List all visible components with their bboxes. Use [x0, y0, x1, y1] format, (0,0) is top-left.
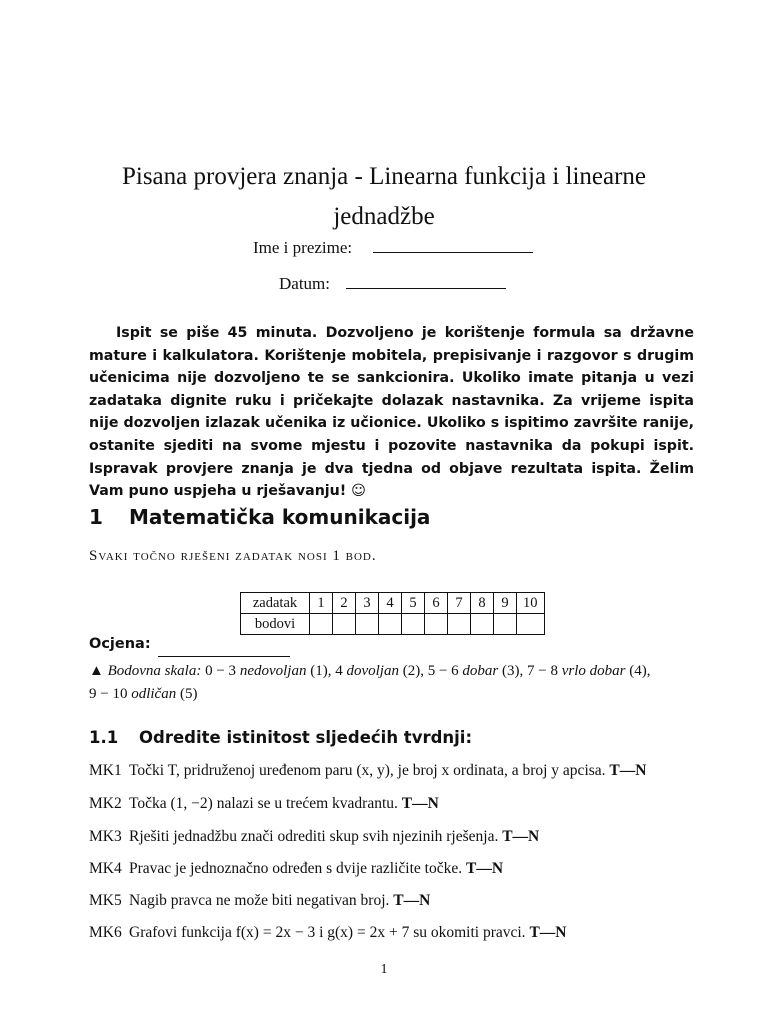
statement-item: MK3 Rješiti jednadžbu znači odrediti skup svih njezinih rješenja. T—N	[89, 828, 540, 845]
points-row-label: bodovi	[241, 614, 310, 635]
page-number: 1	[380, 962, 388, 977]
scale-label: Bodovna skala:	[107, 663, 202, 679]
true-false-mark[interactable]: T—N	[401, 795, 439, 812]
name-label: Ime i prezime:	[253, 238, 353, 257]
points-row	[241, 614, 545, 635]
section-1-title: Matematička komunikacija	[129, 505, 431, 529]
task-number-cell: 2	[333, 593, 356, 614]
section-1-heading	[89, 505, 430, 529]
section-1-1-title: Odredite istinitost sljedećih tvrdnji:	[139, 728, 473, 747]
name-field[interactable]	[253, 238, 352, 258]
task-number-cell: 3	[356, 593, 379, 614]
statement-item: MK4 Pravac je jednoznačno određen s dvije različite točke. T—N	[89, 860, 504, 877]
statement-item: MK1 Točki T, pridruženoj uređenom paru (x, y), je broj x ordinata, a broj y apcisa. T—N	[89, 762, 647, 779]
task-row-label: zadatak	[241, 593, 310, 614]
task-number-cell: 7	[448, 593, 471, 614]
statement-text: Rješiti jednadžbu znači odrediti skup svih njezinih rješenja.	[129, 828, 499, 845]
points-cell[interactable]	[310, 614, 333, 635]
true-false-mark[interactable]: T—N	[609, 762, 647, 779]
section-1-1-heading	[89, 728, 472, 747]
task-number-cell: 10	[517, 593, 545, 614]
section-1-1-number: 1.1	[89, 728, 119, 747]
title-line-2: jednadžbe	[333, 202, 435, 230]
date-blank-line[interactable]	[346, 288, 506, 289]
points-cell[interactable]	[494, 614, 517, 635]
triangle-icon: ▲	[89, 663, 104, 679]
points-cell[interactable]	[471, 614, 494, 635]
statement-text: Grafovi funkcija f(x) = 2x − 3 i g(x) = 2x + 7 su okomiti pravci.	[129, 924, 526, 941]
statement-text: Točka (1, −2) nalazi se u trećem kvadrantu.	[129, 795, 398, 812]
points-cell[interactable]	[517, 614, 545, 635]
points-cell[interactable]	[448, 614, 471, 635]
statement-item: MK6 Grafovi funkcija f(x) = 2x − 3 i g(x) = 2x + 7 su okomiti pravci. T—N	[89, 924, 567, 941]
points-cell[interactable]	[333, 614, 356, 635]
points-cell[interactable]	[402, 614, 425, 635]
statement-text: Točki T, pridruženoj uređenom paru (x, y), je broj x ordinata, a broj y apcisa.	[129, 762, 606, 779]
task-number-cell: 6	[425, 593, 448, 614]
date-label: Datum:	[279, 274, 330, 293]
grading-scale: ▲ Bodovna skala: 0 − 3 nedovoljan (1), 4 dovoljan (2), 5 − 6 dobar (3), 7 − 8 vrlo dobar (4), 9 − 10 odličan (5)	[89, 663, 651, 702]
true-false-mark[interactable]: T—N	[393, 892, 431, 909]
task-number-cell: 8	[471, 593, 494, 614]
section-1-number: 1	[89, 505, 103, 529]
true-false-mark[interactable]: T—N	[465, 860, 504, 877]
score-table	[240, 592, 545, 635]
task-number-cell: 1	[310, 593, 333, 614]
task-row	[241, 593, 545, 614]
points-cell[interactable]	[356, 614, 379, 635]
page-title	[0, 157, 768, 237]
instructions-paragraph: Ispit se piše 45 minuta. Dozvoljeno je korištenje formula sa državne mature i kalkulatora. Korištenje mobitela, prepisivanje i razgovor s drugim učenicima nije dozvoljeno te se sankcionira. Ukoliko imate pitanja u vezi zadataka dignite ruku i pričekajte dolazak nastavnika. Za vrijeme ispita nije dozvoljen izlazak učenika iz učionice. Ukoliko s ispitimo završite ranije, ostanite sjediti na svome mjestu i pozovite nastavnika da pokupi ispit. Ispravak provjere znanja je dva tjedna od objave rezultata ispita. Želim Vam puno uspjeha u rješavanju! ☺	[89, 325, 694, 500]
name-blank-line[interactable]	[373, 252, 533, 253]
scoring-note: Svaki točno rješeni zadatak nosi 1 bod.	[89, 548, 377, 564]
date-field[interactable]	[279, 274, 330, 294]
statement-item: MK2 Točka (1, −2) nalazi se u trećem kvadrantu. T—N	[89, 795, 439, 812]
true-false-mark[interactable]: T—N	[502, 828, 540, 845]
task-number-cell: 5	[402, 593, 425, 614]
grade-label: Ocjena:	[89, 636, 151, 652]
task-number-cell: 4	[379, 593, 402, 614]
title-line-1: Pisana provjera znanja - Linearna funkcija i linearne	[121, 162, 647, 190]
points-cell[interactable]	[425, 614, 448, 635]
statement-text: Nagib pravca ne može biti negativan broj.	[129, 892, 390, 909]
points-cell[interactable]	[379, 614, 402, 635]
true-false-mark[interactable]: T—N	[529, 924, 567, 941]
grade-blank-line[interactable]	[158, 656, 290, 657]
task-number-cell: 9	[494, 593, 517, 614]
statement-text: Pravac je jednoznačno određen s dvije različite točke.	[129, 860, 463, 877]
statement-item: MK5 Nagib pravca ne može biti negativan broj. T—N	[89, 892, 431, 909]
